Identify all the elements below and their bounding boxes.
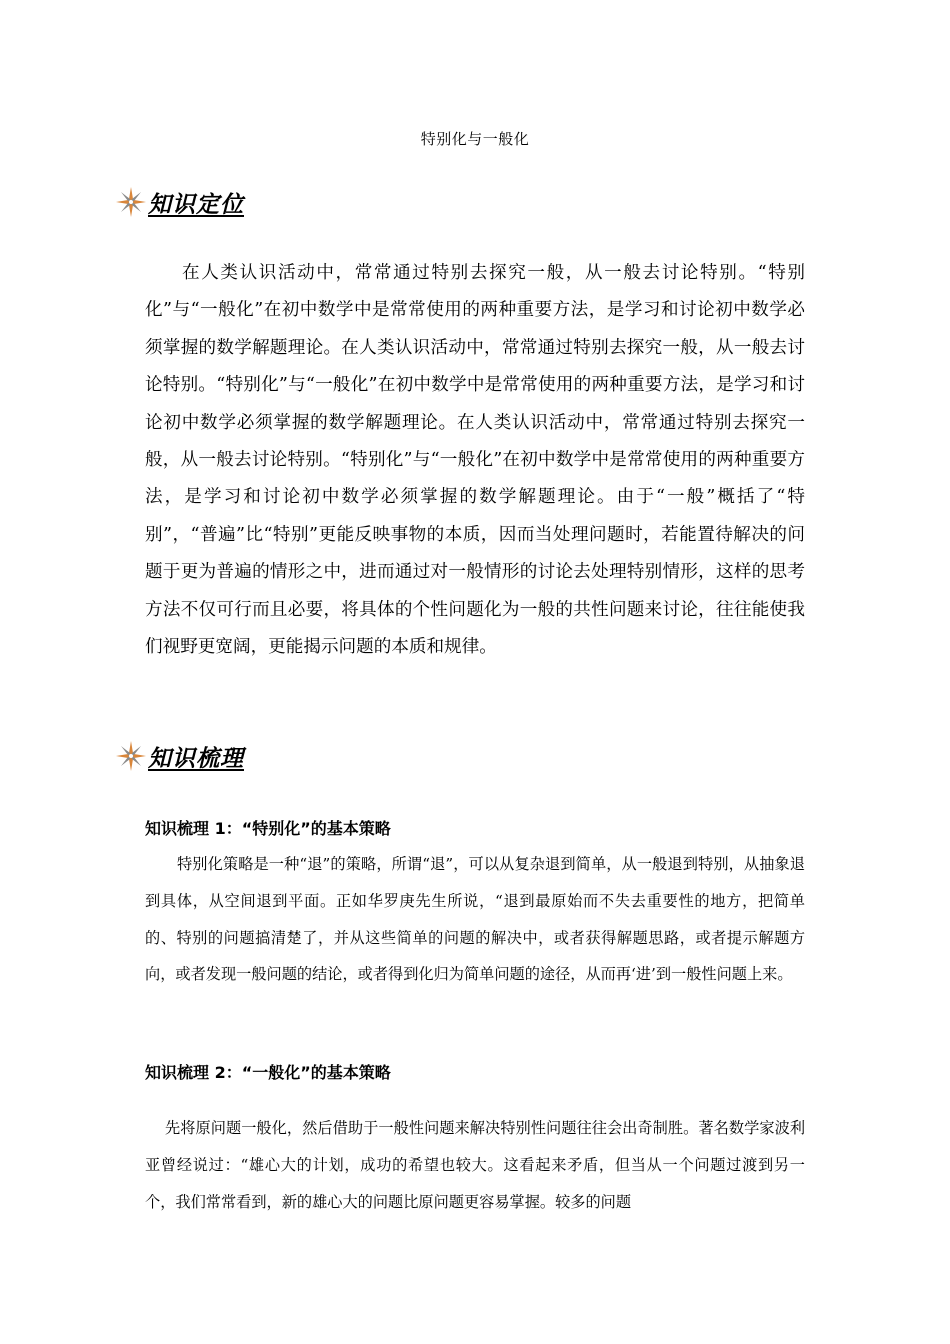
subsection-heading-specialization: 知识梳理 1：“特别化”的基本策略 <box>145 819 391 838</box>
sparkle-star-icon <box>114 739 148 773</box>
sparkle-star-icon <box>114 185 148 219</box>
specialization-paragraph: 特别化策略是一种“退”的策略，所谓“退”，可以从复杂退到简单，从一般退到特别，从抽象退到具体，从空间退到平面。正如华罗庚先生所说，“退到最原始而不失去重要性的地方，把简单的、特别的问题搞清楚了，并从这些简单的问题的解决中，或者获得解题思路，或者提示解题方向，或者发现一般问题的结论，或者得到化归为简单问题的途径，从而再‘进’到一般性问题上来。 <box>145 855 805 984</box>
section-heading-text: 知识梳理 <box>148 745 244 772</box>
document-title: 特别化与一般化 <box>420 130 530 148</box>
subsection-heading-generalization: 知识梳理 2：“一般化”的基本策略 <box>145 1063 391 1082</box>
section-heading-knowledge-review <box>114 738 244 774</box>
knowledge-positioning-paragraph: 在人类认识活动中，常常通过特别去探究一般，从一般去讨论特别。“特别化”与“一般化”在初中数学中是常常使用的两种重要方法，是学习和讨论初中数学必须掌握的数学解题理论。在人类认识活动中，常常通过特别去探究一般，从一般去讨论特别。“特别化”与“一般化”在初中数学中是常常使用的两种重要方法，是学习和讨论初中数学必须掌握的数学解题理论。在人类认识活动中，常常通过特别去探究一般，从一般去讨论特别。“特别化”与“一般化”在初中数学中是常常使用的两种重要方法，是学习和讨论初中数学必须掌握的数学解题理论。由于“一般”概括了“特别”，“普遍”比“特别”更能反映事物的本质，因而当处理问题时，若能置待解决的问题于更为普遍的情形之中，进而通过对一般情形的讨论去处理特别情形，这样的思考方法不仅可行而且必要，将具体的个性问题化为一般的共性问题来讨论，往往能使我们视野更宽阔，更能揭示问题的本质和规律。 <box>145 263 805 658</box>
section-heading-knowledge-positioning <box>114 184 244 220</box>
section-heading-text: 知识定位 <box>148 191 244 218</box>
generalization-paragraph: 先将原问题一般化，然后借助于一般性问题来解决特别性问题往往会出奇制胜。著名数学家波利亚曾经说过：“雄心大的计划，成功的希望也较大。这看起来矛盾，但当从一个问题过渡到另一个，我们常常看到，新的雄心大的问题比原问题更容易掌握。较多的问题 <box>145 1119 805 1211</box>
